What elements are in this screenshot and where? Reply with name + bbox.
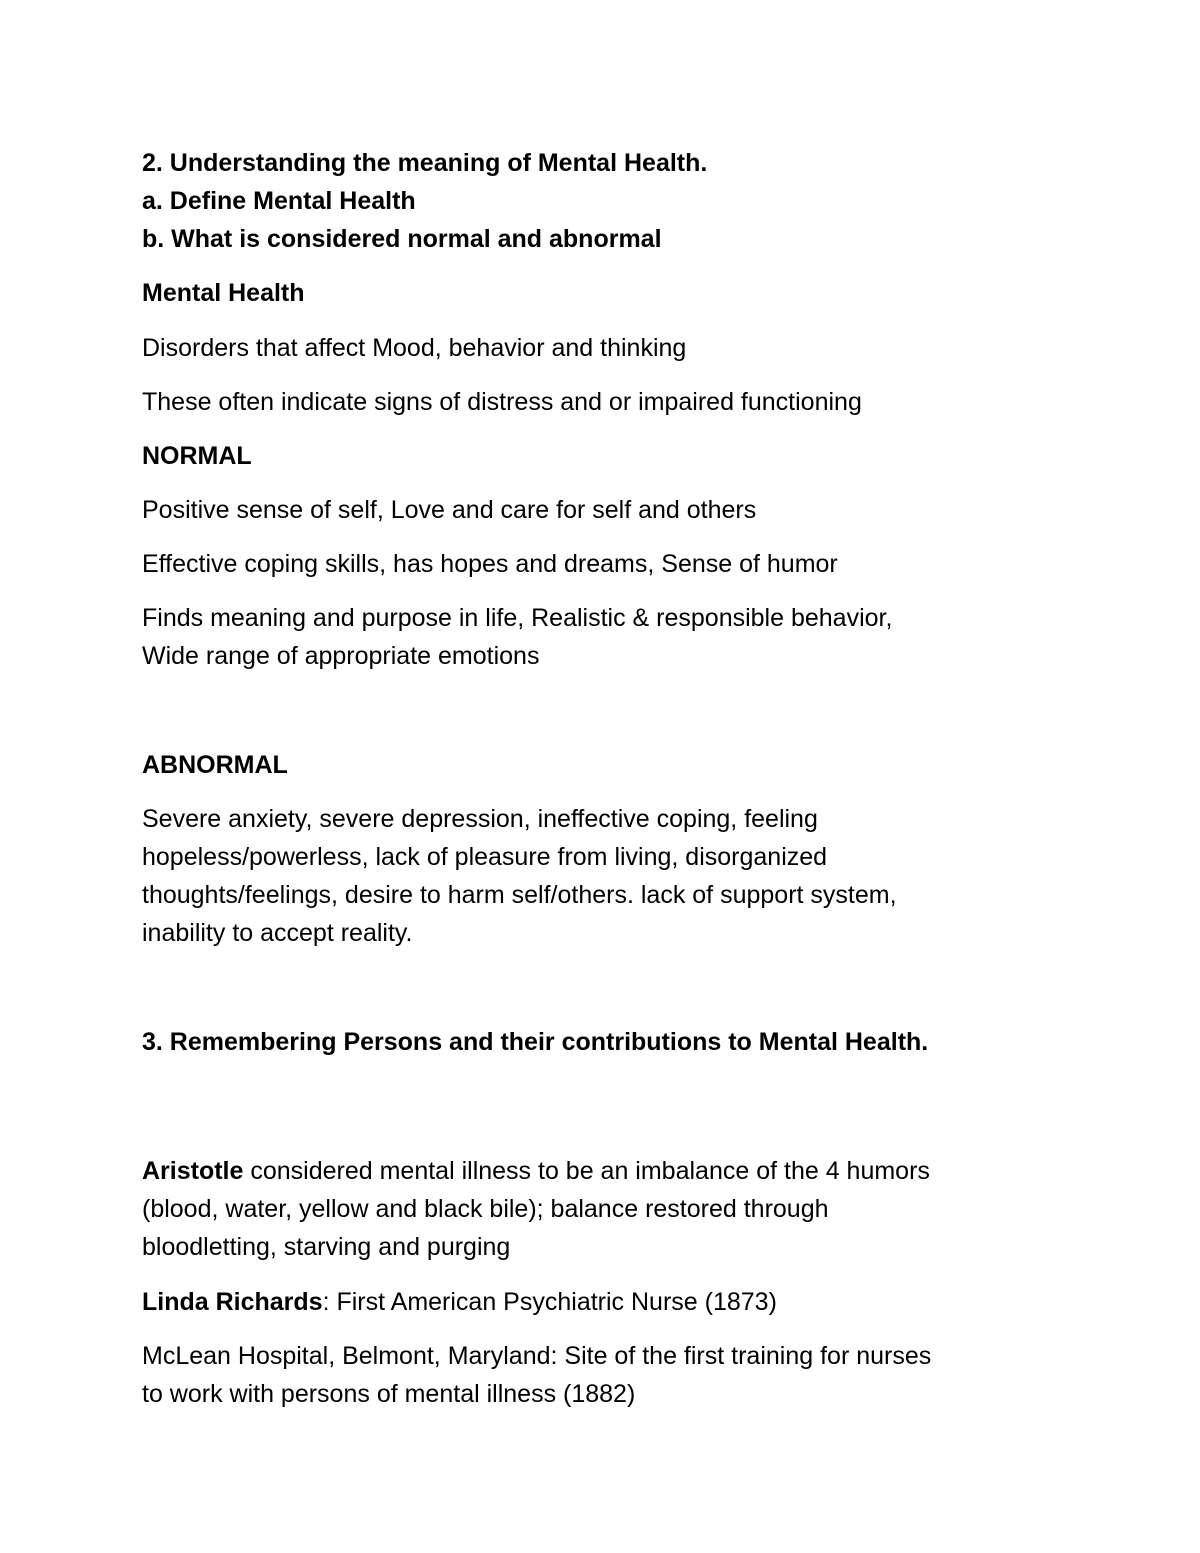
normal-title: NORMAL xyxy=(142,442,252,470)
section-3-heading: 3. Remembering Persons and their contributions to Mental Health. xyxy=(142,1028,929,1056)
section-2-sub-b: b. What is considered normal and abnormal xyxy=(142,225,662,253)
abnormal-line-3: thoughts/feelings, desire to harm self/others. lack of support system, xyxy=(142,881,897,909)
abnormal-line-1: Severe anxiety, severe depression, ineffective coping, feeling xyxy=(142,805,818,833)
linda-richards-text: : First American Psychiatric Nurse (1873) xyxy=(322,1288,777,1316)
abnormal-line-4: inability to accept reality. xyxy=(142,919,413,947)
linda-richards-name: Linda Richards xyxy=(142,1288,323,1316)
normal-line-1: Positive sense of self, Love and care for self and others xyxy=(142,496,757,524)
normal-line-3b: Wide range of appropriate emotions xyxy=(142,642,540,670)
abnormal-line-2: hopeless/powerless, lack of pleasure from living, disorganized xyxy=(142,843,828,871)
abnormal-title: ABNORMAL xyxy=(142,751,288,779)
linda-richards-line xyxy=(142,1283,1102,1321)
aristotle-line-2: (blood, water, yellow and black bile); balance restored through xyxy=(142,1195,829,1223)
aristotle-line-3: bloodletting, starving and purging xyxy=(142,1233,511,1261)
mental-health-line-2: These often indicate signs of distress and or impaired functioning xyxy=(142,388,862,416)
normal-line-2: Effective coping skills, has hopes and dreams, Sense of humor xyxy=(142,550,838,578)
mental-health-line-1: Disorders that affect Mood, behavior and thinking xyxy=(142,334,687,362)
section-2-heading: 2. Understanding the meaning of Mental Health. xyxy=(142,149,708,177)
mclean-line-2: to work with persons of mental illness (1882) xyxy=(142,1380,636,1408)
aristotle-text: considered mental illness to be an imbalance of the 4 humors xyxy=(243,1157,930,1185)
mental-health-title: Mental Health xyxy=(142,279,305,307)
normal-line-3a: Finds meaning and purpose in life, Realistic & responsible behavior, xyxy=(142,604,893,632)
mclean-line-1: McLean Hospital, Belmont, Maryland: Site of the first training for nurses xyxy=(142,1342,932,1370)
section-2-sub-a: a. Define Mental Health xyxy=(142,187,416,215)
aristotle-name: Aristotle xyxy=(142,1157,244,1185)
aristotle-line-1 xyxy=(142,1152,1102,1190)
